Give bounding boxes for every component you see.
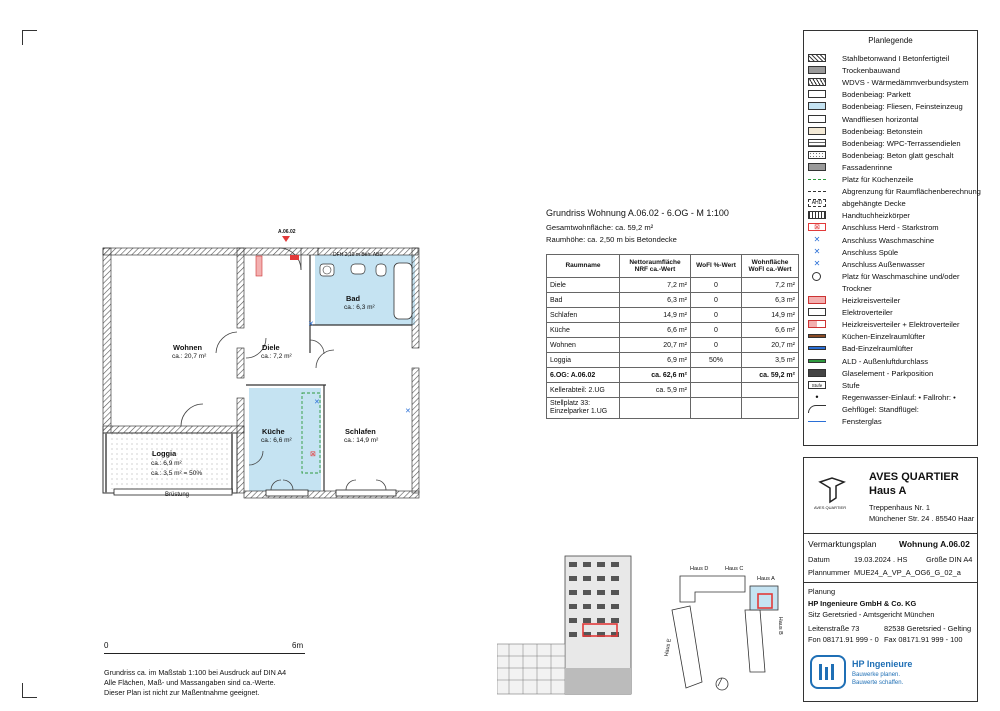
legend-swatch-lightblue — [808, 102, 826, 110]
table-cell: 6,9 m² — [620, 353, 691, 368]
wall-wohnen-kueche — [237, 398, 244, 493]
table-cell: 6.OG: A.06.02 — [547, 368, 620, 383]
wall-east-lower — [412, 368, 419, 493]
legend-item — [808, 89, 978, 100]
room-name-kueche: Küche — [262, 427, 285, 436]
stair-label: Treppenhaus Nr. 1 — [869, 503, 930, 512]
legend-label: Heizkreisverteiler — [842, 296, 901, 305]
table-total-row — [547, 368, 799, 383]
legend-swatch-bluex: ✕ — [813, 258, 821, 268]
legend-label: Stufe — [842, 380, 860, 390]
legend-swatch-pinkwide — [808, 320, 826, 328]
legend-item — [808, 53, 978, 64]
legend-swatch-bars — [808, 211, 826, 219]
north-arrow-icon — [716, 678, 728, 690]
legend-swatch-dashed — [808, 191, 826, 192]
legend-label: Heizkreisverteiler + Elektroverteiler — [842, 320, 960, 330]
room-name-schlafen: Schlafen — [345, 427, 376, 436]
site-label-haus-d: Haus D — [690, 566, 709, 572]
planning-label: Planung — [808, 587, 836, 596]
legend-swatch-bluex: ✕ — [813, 246, 821, 256]
legend-label: Stahlbetonwand I Betonfertigteil — [842, 54, 950, 63]
table-cell — [742, 398, 799, 419]
aves-logo-text: AVES QUARTIER — [814, 505, 847, 510]
legend-label: abgehängte Decke — [842, 199, 906, 209]
legend-swatch-none — [808, 284, 826, 292]
table-cell: ca. 59,2 m² — [742, 368, 799, 383]
area-table-header: Wohnfläche WoFl ca.-Wert — [742, 255, 799, 278]
area-table-header: Raumname — [547, 255, 620, 278]
site-label-haus-b: Haus B — [776, 616, 783, 635]
table-row — [547, 278, 799, 293]
legend-label: Platz für Waschmaschine und/oder — [842, 271, 960, 281]
room-name-wohnen: Wohnen — [173, 343, 203, 352]
site-label-haus-a: Haus A — [757, 576, 775, 582]
legend-label: ALD - Außenluftdurchlass — [842, 356, 929, 366]
legend-label: Handtuchheizkörper — [842, 211, 910, 221]
bath-top-label: DFH 2,10 m Beh. ABD — [333, 252, 384, 258]
table-cell: 14,9 m² — [620, 308, 691, 323]
legend-label: Glaselement - Parkposition — [842, 368, 934, 378]
legend-label: Bodenbeiag: WPC-Terrassendielen — [842, 138, 961, 148]
plan-ceiling-height: Raumhöhe: ca. 2,50 m bis Betondecke — [546, 235, 677, 244]
legend-item — [808, 198, 978, 209]
table-cell: 20,7 m² — [620, 338, 691, 353]
legend-item — [808, 222, 978, 233]
table-cell: ca. 62,6 m² — [620, 368, 691, 383]
company-seat: Sitz Geretsried - Amtsgericht München — [808, 610, 935, 619]
plan-type: Vermarktungsplan — [808, 539, 877, 549]
legend-swatch-blue — [808, 346, 826, 350]
table-cell — [691, 383, 742, 398]
legend-swatch-door — [808, 405, 826, 413]
entrance-arrow — [282, 236, 290, 242]
crop-mark-top-left — [22, 30, 37, 45]
site-plan — [650, 562, 790, 702]
legend-swatch-bluex: ✕ — [813, 234, 821, 244]
table-cell: 0 — [691, 293, 742, 308]
room-name-diele: Diele — [262, 343, 280, 352]
note-line-1: Grundriss ca. im Maßstab 1:100 bei Ausdruck auf DIN A4 — [104, 668, 287, 677]
schlafen-door-swing — [316, 350, 334, 368]
table-cell: 0 — [691, 323, 742, 338]
legend-swatch-green — [808, 359, 826, 363]
table-cell: 6,6 m² — [620, 323, 691, 338]
legend-item — [808, 319, 978, 330]
legend-swatch-zigzag — [808, 78, 826, 86]
legend-item — [808, 247, 978, 258]
table-cell: Wohnen — [547, 338, 620, 353]
table-cell: Diele — [547, 278, 620, 293]
table-cell: 6,6 m² — [742, 323, 799, 338]
table-cell — [691, 368, 742, 383]
legend-item — [808, 162, 978, 173]
wall-wohnen-diele — [237, 248, 244, 328]
crop-mark-bottom-left — [22, 683, 37, 698]
legend-label: Bodenbeiag: Beton glatt geschalt — [842, 150, 954, 160]
building-elevation — [497, 548, 637, 696]
legend-swatch-lines — [808, 139, 826, 147]
hp-logo-text: HP Ingenieure — [852, 659, 913, 669]
legend-item — [808, 259, 978, 270]
project-name: AVES QUARTIER — [869, 471, 959, 483]
legend-label: Bad-Einzelraumlüfter — [842, 344, 913, 354]
plan-heading: Grundriss Wohnung A.06.02 - 6.OG - M 1:100 — [546, 208, 729, 218]
table-row — [547, 308, 799, 323]
legend-label: Anschluss Spüle — [842, 247, 899, 257]
svg-text:✕: ✕ — [314, 399, 320, 406]
wall-loggia — [103, 426, 244, 433]
loggia-door-swing — [181, 404, 203, 426]
legend-swatch-grey — [808, 66, 826, 74]
room-name-loggia: Loggia — [152, 449, 177, 458]
svg-text:✕: ✕ — [405, 408, 411, 415]
size-label: Größe — [926, 555, 947, 564]
legend-label: Trockner — [842, 283, 872, 293]
legend-swatch-dashgreen — [808, 179, 826, 180]
table-cell: 50% — [691, 353, 742, 368]
legend-swatch-hatch-dense — [808, 54, 826, 62]
table-cell — [742, 383, 799, 398]
wall-west — [103, 248, 111, 433]
room-name-bad: Bad — [346, 294, 360, 303]
site-label-haus-c: Haus C — [725, 566, 744, 572]
legend-label: Wandfliesen horizontal — [842, 114, 919, 124]
table-row — [547, 338, 799, 353]
legend-label: Anschluss Waschmaschine — [842, 235, 935, 245]
legend-swatch-white — [808, 308, 826, 316]
aves-logo-icon — [814, 472, 850, 508]
svg-text:✕: ✕ — [308, 321, 314, 328]
hp-slogan-2: Bauwerte schaffen. — [852, 680, 904, 686]
legend-item — [808, 101, 978, 112]
scale-start: 0 — [104, 641, 109, 650]
legend-label: Abgrenzung für Raumflächenberechnung — [842, 187, 981, 197]
legend-label: Bodenbeiag: Fliesen, Feinsteinzeug — [842, 102, 963, 112]
legend-label: Fensterglas — [842, 417, 882, 426]
legend-item — [808, 174, 978, 185]
table-row — [547, 323, 799, 338]
company-name: HP Ingenieure GmbH & Co. KG — [808, 599, 917, 608]
legend-label: Küchen-Einzelraumlüfter — [842, 332, 926, 342]
legend-item — [808, 65, 978, 76]
house-name: Haus A — [869, 485, 907, 497]
area-table-header: WoFl %-Wert — [691, 255, 742, 278]
floor-plan — [96, 228, 446, 518]
legend-swatch-grey — [808, 163, 826, 171]
washbasin — [351, 264, 365, 274]
legend-swatch-pink — [808, 296, 826, 304]
legend-item — [808, 126, 978, 137]
legend-item — [808, 114, 978, 125]
scale-end: 6m — [292, 641, 304, 650]
legend-swatch-darkgrey — [808, 369, 826, 377]
table-cell: 20,7 m² — [742, 338, 799, 353]
table-cell: Bad — [547, 293, 620, 308]
legend-label: Gehflügel: Standflügel: — [842, 404, 919, 414]
table-row — [547, 398, 799, 419]
legend-label: Bodenbeiag: Betonstein — [842, 126, 923, 136]
legend-item — [808, 235, 978, 246]
table-cell: ca. 5,9 m² — [620, 383, 691, 398]
room-area-loggia: ca.: 6,9 m² — [151, 460, 182, 467]
table-cell — [620, 398, 691, 419]
legend-label: Anschluss Herd - Starkstrom — [842, 223, 939, 233]
table-cell: Loggia — [547, 353, 620, 368]
room-area-loggia-wofl: ca.: 3,5 m² = 50% — [151, 470, 203, 477]
legend-item — [808, 150, 978, 161]
plan-total-area: Gesamtwohnfläche: ca. 59,2 m² — [546, 223, 654, 232]
window-kueche — [266, 490, 308, 496]
legend-item — [808, 210, 978, 221]
plan-legend — [803, 30, 981, 446]
company-phone: Fon 08171.91 999 - 0 — [808, 635, 879, 644]
scale-bar — [104, 653, 305, 654]
legend-swatch-dot: • — [815, 391, 819, 402]
legend-label: Trockenbauwand — [842, 66, 900, 76]
entrance-marker — [290, 255, 299, 260]
note-line-3: Dieser Plan ist nicht zur Maßentnahme geeignet. — [104, 688, 260, 697]
size-value: DIN A4 — [949, 555, 973, 564]
plan-unit: Wohnung A.06.02 — [899, 539, 970, 549]
legend-swatch-white — [808, 115, 826, 123]
legend-label: Bodenbeiag: Parkett — [842, 90, 911, 100]
haus-a-footprint — [750, 586, 778, 610]
bathtub — [394, 263, 412, 319]
legend-item — [808, 186, 981, 197]
legend-label: Anschluss Außenwasser — [842, 259, 925, 269]
legend-label: Platz für Küchenzeile — [842, 175, 914, 184]
legend-item — [808, 283, 978, 294]
company-street: Leitenstraße 73 — [808, 624, 860, 633]
date-value: 19.03.2024 . HS — [854, 555, 908, 564]
wohnen-door-swing — [216, 332, 237, 353]
legend-swatch-stufe: Stufe — [808, 381, 826, 389]
area-table — [546, 254, 799, 419]
legend-swatch-redx: ⊠ — [808, 223, 826, 231]
legend-label: WDVS - Wärmedämmverbundsystem — [842, 78, 969, 88]
table-cell: 14,9 m² — [742, 308, 799, 323]
legend-item — [808, 331, 978, 342]
table-cell: Schlafen — [547, 308, 620, 323]
legend-item — [808, 138, 978, 149]
table-cell — [691, 398, 742, 419]
room-area-bad: ca.: 6,3 m² — [344, 304, 375, 311]
legend-item — [808, 307, 978, 318]
title-block — [803, 457, 978, 702]
legend-swatch-glassline — [808, 421, 826, 422]
bad-door-swing — [310, 340, 324, 354]
note-line-2: Alle Flächen, Maß- und Massangaben sind ca.-Werte. — [104, 678, 276, 687]
apartment-tag: A.06.02 — [278, 229, 296, 235]
legend-item — [808, 416, 978, 427]
haus-d-c-outline — [680, 576, 745, 602]
table-cell: Küche — [547, 323, 620, 338]
hp-logo-icon — [810, 655, 846, 689]
haus-e-outline — [672, 606, 702, 688]
room-area-schlafen: ca.: 14,9 m² — [344, 437, 379, 444]
heating-distributor — [256, 256, 262, 276]
room-area-kueche: ca.: 6,6 m² — [261, 437, 292, 444]
room-area-diele: ca.: 7,2 m² — [261, 353, 292, 360]
company-city: 82538 Geretsried - Gelting — [884, 624, 972, 633]
table-cell: 7,2 m² — [742, 278, 799, 293]
table-cell: 7,2 m² — [620, 278, 691, 293]
bruestung-label: Brüstung — [165, 492, 190, 498]
legend-title: Planlegende — [868, 36, 913, 45]
legend-swatch-white — [808, 90, 826, 98]
table-cell: 0 — [691, 338, 742, 353]
legend-label: Fassadenrinne — [842, 162, 893, 172]
window-schlafen — [336, 490, 396, 496]
legend-item — [808, 343, 978, 354]
legend-item — [808, 380, 978, 391]
legend-item — [808, 77, 978, 88]
area-table-header: Nettoraumfläche NRF ca.-Wert — [620, 255, 691, 278]
table-cell: 3,5 m² — [742, 353, 799, 368]
table-row — [547, 293, 799, 308]
legend-swatch-cream — [808, 127, 826, 135]
room-area-wohnen: ca.: 20,7 m² — [172, 353, 207, 360]
legend-item — [808, 356, 978, 367]
table-row — [547, 383, 799, 398]
haus-b-outline — [745, 610, 765, 672]
toilet — [376, 264, 386, 276]
table-cell: Stellplatz 33: Einzelparker 1.UG — [547, 398, 620, 419]
legend-item — [808, 368, 978, 379]
legend-item — [808, 392, 978, 403]
plan-number: MUE24_A_VP_A_OG6_G_02_a — [854, 568, 961, 577]
table-cell: 6,3 m² — [742, 293, 799, 308]
legend-item — [808, 271, 978, 282]
legend-item — [808, 404, 978, 415]
legend-label: Elektroverteiler — [842, 308, 893, 318]
legend-swatch-ahd: AHD — [808, 199, 826, 207]
legend-swatch-circle — [812, 272, 821, 281]
date-label: Datum — [808, 555, 830, 564]
address: Münchener Str. 24 . 85540 Haar — [869, 514, 975, 523]
wall-east-upper — [412, 248, 419, 348]
company-fax: Fax 08171.91 999 - 100 — [884, 635, 963, 644]
table-cell: Kellerabteil: 2.UG — [547, 383, 620, 398]
table-row — [547, 353, 799, 368]
table-cell: 0 — [691, 278, 742, 293]
svg-text:⊠: ⊠ — [310, 451, 316, 458]
legend-item — [808, 295, 978, 306]
table-cell: 6,3 m² — [620, 293, 691, 308]
hp-slogan-1: Bauwerke planen. — [852, 672, 901, 678]
plan-number-label: Plannummer — [808, 568, 850, 577]
legend-label: Regenwasser-Einlauf: • Fallrohr: • — [842, 392, 956, 402]
site-label-haus-e: Haus E — [663, 638, 673, 658]
wall-wohnen-diele-2 — [237, 348, 244, 378]
legend-swatch-dots — [808, 151, 826, 159]
legend-swatch-brown — [808, 334, 826, 338]
table-cell: 0 — [691, 308, 742, 323]
